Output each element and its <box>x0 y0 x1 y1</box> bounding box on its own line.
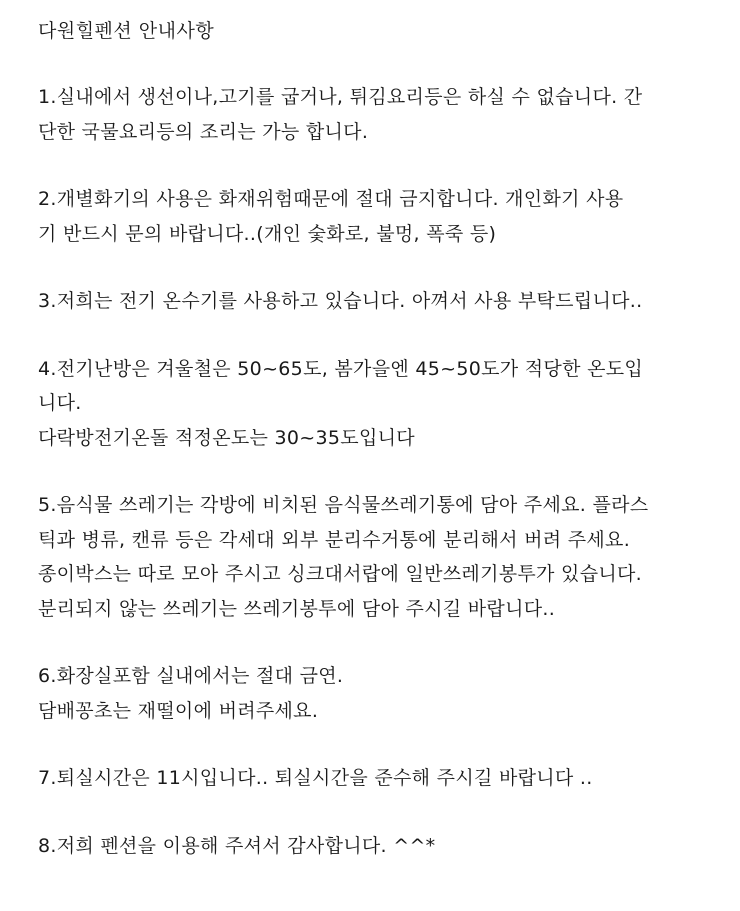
notice-line: 종이박스는 따로 모아 주시고 싱크대서랍에 일반쓰레기봉투가 있습니다. <box>38 563 642 585</box>
notice-title: 다원힐펜션 안내사항 <box>38 20 215 42</box>
notice-item-6 <box>38 659 718 728</box>
notice-item-1 <box>38 80 718 149</box>
notice-item-2 <box>38 182 718 251</box>
notice-item-7 <box>38 761 718 796</box>
notice-line: 7.퇴실시간은 11시입니다.. 퇴실시간을 준수해 주시길 바랍니다 .. <box>38 767 593 789</box>
notice-item-5 <box>38 488 718 626</box>
notice-line: 8.저희 펜션을 이용해 주셔서 감사합니다. ^^* <box>38 834 436 857</box>
notice-line: 담배꽁초는 재떨이에 버려주세요. <box>38 699 319 722</box>
notice-line: 니다. <box>38 392 82 414</box>
notice-line: 5.음식물 쓰레기는 각방에 비치된 음식물쓰레기통에 담아 주세요. 플라스 <box>38 494 649 516</box>
notice-line: 4.전기난방은 겨울철은 50~65도, 봄가을엔 45~50도가 적당한 온도입 <box>38 357 644 380</box>
notice-item-8 <box>38 829 718 864</box>
notice-line: 2.개별화기의 사용은 화재위험때문에 절대 금지합니다. 개인화기 사용 <box>38 188 624 210</box>
notice-line: 다락방전기온돌 적정온도는 30~35도입니다 <box>38 426 415 449</box>
notice-line: 단한 국물요리등의 조리는 가능 합니다. <box>38 120 369 143</box>
notice-line: 틱과 병류, 캔류 등은 각세대 외부 분리수거통에 분리해서 버려 주세요. <box>38 528 631 551</box>
notice-line: 6.화장실포함 실내에서는 절대 금연. <box>38 665 344 687</box>
notice-item-4 <box>38 352 718 456</box>
notice-document <box>38 14 718 896</box>
notice-line: 1.실내에서 생선이나,고기를 굽거나, 튀김요리등은 하실 수 없습니다. 간 <box>38 86 643 108</box>
notice-line: 3.저희는 전기 온수기를 사용하고 있습니다. 아껴서 사용 부탁드립니다.. <box>38 290 643 312</box>
notice-line: 분리되지 않는 쓰레기는 쓰레기봉투에 담아 주시길 바랍니다.. <box>38 597 556 620</box>
notice-line: 기 반드시 문의 바랍니다..(개인 숯화로, 불멍, 폭죽 등) <box>38 222 497 245</box>
notice-item-3 <box>38 284 718 319</box>
